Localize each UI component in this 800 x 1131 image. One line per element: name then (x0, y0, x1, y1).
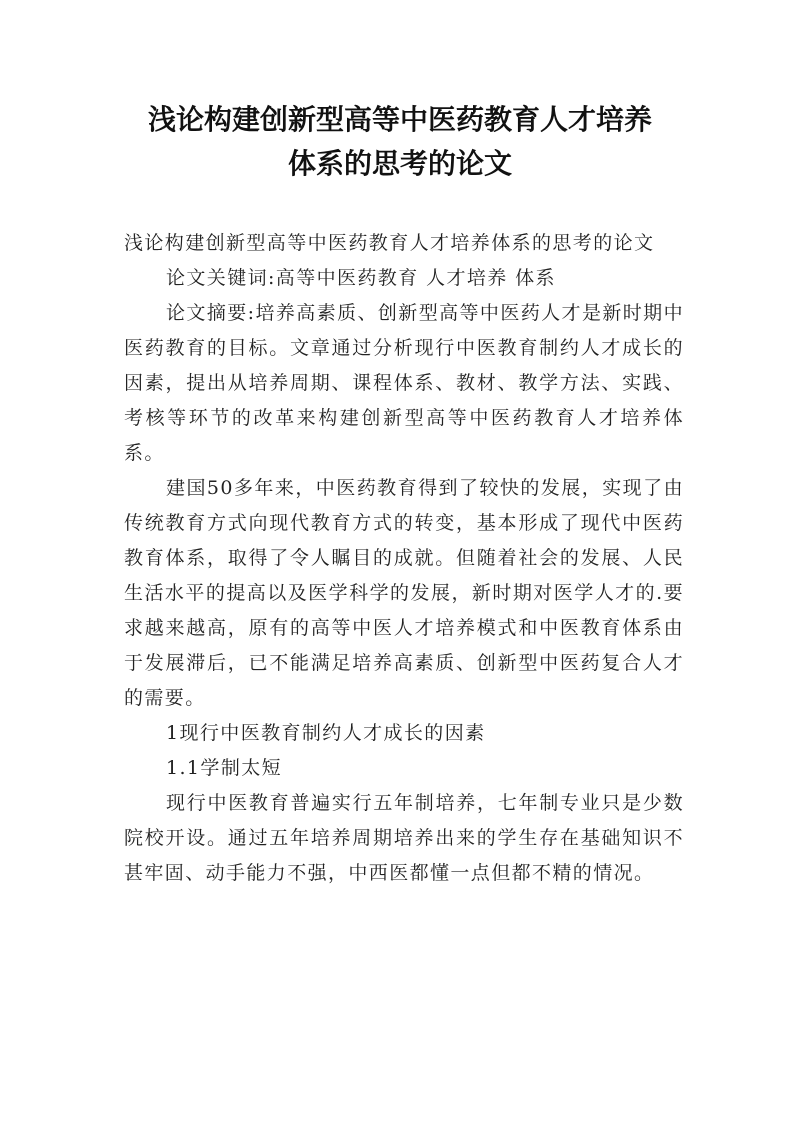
intro-paragraph: 建国50多年来，中医药教育得到了较快的发展，实现了由传统教育方式向现代教育方式的转变，基本形成了现代中医药教育体系，取得了令人瞩目的成就。但随着社会的发展、人民生活水平的提高以及医学科学的发展，新时期对医学人才的.要求越来越高，原有的高等中医人才培养模式和中医教育体系由于发展滞后，已不能满足培养高素质、创新型中医药复合人才的需要。 (124, 477, 684, 709)
abstract-paragraph: 论文摘要:培养高素质、创新型高等中医药人才是新时期中医药教育的目标。文章通过分析现行中医教育制约人才成长的因素，提出从培养周期、课程体系、教材、教学方法、实践、考核等环节的改革来构建创新型高等中医药教育人才培养体系。 (124, 302, 684, 464)
section-1-1-paragraph: 现行中医教育普遍实行五年制培养，七年制专业只是少数院校开设。通过五年培养周期培养出来的学生存在基础知识不甚牢固、动手能力不强，中西医都懂一点但都不精的情况。 (124, 792, 684, 884)
document-body (124, 226, 684, 891)
document-title-line-2: 体系的思考的论文 (287, 147, 512, 180)
keywords-paragraph: 论文关键词:高等中医药教育 人才培养 体系 (166, 267, 556, 289)
section-heading-1: 1现行中医教育制约人才成长的因素 (166, 722, 486, 744)
document-subtitle: 浅论构建创新型高等中医药教育人才培养体系的思考的论文 (124, 232, 655, 254)
section-heading-1-1: 1.1学制太短 (166, 757, 283, 779)
document-title-line-1: 浅论构建创新型高等中医药教育人才培养 (147, 103, 652, 136)
